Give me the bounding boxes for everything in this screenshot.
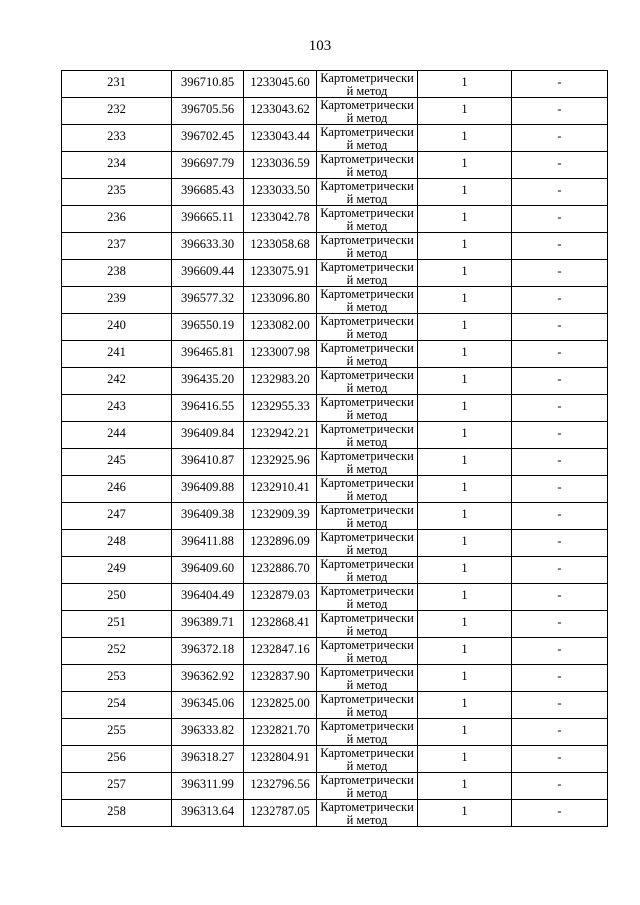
description-cell: - bbox=[512, 584, 608, 611]
error-cell: 1 bbox=[418, 152, 512, 179]
error-cell: 1 bbox=[418, 314, 512, 341]
table-row bbox=[62, 719, 608, 746]
point-number-cell: 249 bbox=[62, 557, 172, 584]
method-cell: Картометрический метод bbox=[317, 98, 418, 125]
table-row bbox=[62, 125, 608, 152]
point-number-cell: 248 bbox=[62, 530, 172, 557]
x-coordinate-cell: 396409.84 bbox=[172, 422, 244, 449]
error-cell: 1 bbox=[418, 179, 512, 206]
error-cell: 1 bbox=[418, 395, 512, 422]
table-row bbox=[62, 422, 608, 449]
point-number-cell: 236 bbox=[62, 206, 172, 233]
description-cell: - bbox=[512, 503, 608, 530]
method-cell: Картометрический метод bbox=[317, 341, 418, 368]
table-row bbox=[62, 611, 608, 638]
point-number-cell: 232 bbox=[62, 98, 172, 125]
point-number-cell: 251 bbox=[62, 611, 172, 638]
x-coordinate-cell: 396550.19 bbox=[172, 314, 244, 341]
description-cell: - bbox=[512, 179, 608, 206]
point-number-cell: 243 bbox=[62, 395, 172, 422]
table-row bbox=[62, 692, 608, 719]
coordinates-table bbox=[61, 70, 608, 827]
method-cell: Картометрический метод bbox=[317, 287, 418, 314]
description-cell: - bbox=[512, 422, 608, 449]
description-cell: - bbox=[512, 611, 608, 638]
y-coordinate-cell: 1232942.21 bbox=[244, 422, 317, 449]
error-cell: 1 bbox=[418, 530, 512, 557]
x-coordinate-cell: 396409.60 bbox=[172, 557, 244, 584]
table-row bbox=[62, 233, 608, 260]
y-coordinate-cell: 1233082.00 bbox=[244, 314, 317, 341]
method-cell: Картометрический метод bbox=[317, 746, 418, 773]
method-cell: Картометрический метод bbox=[317, 557, 418, 584]
method-cell: Картометрический метод bbox=[317, 314, 418, 341]
x-coordinate-cell: 396685.43 bbox=[172, 179, 244, 206]
description-cell: - bbox=[512, 800, 608, 827]
x-coordinate-cell: 396577.32 bbox=[172, 287, 244, 314]
method-cell: Картометрический метод bbox=[317, 719, 418, 746]
table-row bbox=[62, 179, 608, 206]
method-cell: Картометрический метод bbox=[317, 584, 418, 611]
description-cell: - bbox=[512, 665, 608, 692]
error-cell: 1 bbox=[418, 260, 512, 287]
description-cell: - bbox=[512, 530, 608, 557]
description-cell: - bbox=[512, 449, 608, 476]
y-coordinate-cell: 1233075.91 bbox=[244, 260, 317, 287]
method-cell: Картометрический метод bbox=[317, 692, 418, 719]
table-row bbox=[62, 287, 608, 314]
point-number-cell: 254 bbox=[62, 692, 172, 719]
y-coordinate-cell: 1232796.56 bbox=[244, 773, 317, 800]
point-number-cell: 234 bbox=[62, 152, 172, 179]
error-cell: 1 bbox=[418, 341, 512, 368]
error-cell: 1 bbox=[418, 98, 512, 125]
method-cell: Картометрический метод bbox=[317, 611, 418, 638]
description-cell: - bbox=[512, 125, 608, 152]
y-coordinate-cell: 1232896.09 bbox=[244, 530, 317, 557]
x-coordinate-cell: 396313.64 bbox=[172, 800, 244, 827]
y-coordinate-cell: 1233043.62 bbox=[244, 98, 317, 125]
error-cell: 1 bbox=[418, 584, 512, 611]
point-number-cell: 239 bbox=[62, 287, 172, 314]
x-coordinate-cell: 396410.87 bbox=[172, 449, 244, 476]
error-cell: 1 bbox=[418, 422, 512, 449]
coordinates-table-body bbox=[62, 71, 608, 827]
description-cell: - bbox=[512, 314, 608, 341]
table-row bbox=[62, 530, 608, 557]
x-coordinate-cell: 396318.27 bbox=[172, 746, 244, 773]
table-row bbox=[62, 314, 608, 341]
y-coordinate-cell: 1232983.20 bbox=[244, 368, 317, 395]
description-cell: - bbox=[512, 476, 608, 503]
description-cell: - bbox=[512, 692, 608, 719]
y-coordinate-cell: 1232925.96 bbox=[244, 449, 317, 476]
description-cell: - bbox=[512, 638, 608, 665]
table-row bbox=[62, 71, 608, 98]
y-coordinate-cell: 1232868.41 bbox=[244, 611, 317, 638]
y-coordinate-cell: 1232955.33 bbox=[244, 395, 317, 422]
point-number-cell: 238 bbox=[62, 260, 172, 287]
y-coordinate-cell: 1232879.03 bbox=[244, 584, 317, 611]
description-cell: - bbox=[512, 746, 608, 773]
y-coordinate-cell: 1232825.00 bbox=[244, 692, 317, 719]
description-cell: - bbox=[512, 98, 608, 125]
point-number-cell: 244 bbox=[62, 422, 172, 449]
point-number-cell: 252 bbox=[62, 638, 172, 665]
point-number-cell: 250 bbox=[62, 584, 172, 611]
x-coordinate-cell: 396411.88 bbox=[172, 530, 244, 557]
error-cell: 1 bbox=[418, 719, 512, 746]
x-coordinate-cell: 396409.38 bbox=[172, 503, 244, 530]
error-cell: 1 bbox=[418, 665, 512, 692]
table-row bbox=[62, 557, 608, 584]
description-cell: - bbox=[512, 341, 608, 368]
method-cell: Картометрический метод bbox=[317, 422, 418, 449]
y-coordinate-cell: 1232847.16 bbox=[244, 638, 317, 665]
description-cell: - bbox=[512, 71, 608, 98]
y-coordinate-cell: 1233042.78 bbox=[244, 206, 317, 233]
point-number-cell: 255 bbox=[62, 719, 172, 746]
point-number-cell: 237 bbox=[62, 233, 172, 260]
method-cell: Картометрический метод bbox=[317, 800, 418, 827]
y-coordinate-cell: 1233096.80 bbox=[244, 287, 317, 314]
method-cell: Картометрический метод bbox=[317, 368, 418, 395]
table-row bbox=[62, 800, 608, 827]
error-cell: 1 bbox=[418, 746, 512, 773]
table-row bbox=[62, 152, 608, 179]
x-coordinate-cell: 396697.79 bbox=[172, 152, 244, 179]
x-coordinate-cell: 396362.92 bbox=[172, 665, 244, 692]
x-coordinate-cell: 396409.88 bbox=[172, 476, 244, 503]
method-cell: Картометрический метод bbox=[317, 449, 418, 476]
point-number-cell: 257 bbox=[62, 773, 172, 800]
y-coordinate-cell: 1233058.68 bbox=[244, 233, 317, 260]
table-row bbox=[62, 206, 608, 233]
x-coordinate-cell: 396389.71 bbox=[172, 611, 244, 638]
table-row bbox=[62, 476, 608, 503]
description-cell: - bbox=[512, 773, 608, 800]
table-row bbox=[62, 395, 608, 422]
x-coordinate-cell: 396311.99 bbox=[172, 773, 244, 800]
y-coordinate-cell: 1233043.44 bbox=[244, 125, 317, 152]
error-cell: 1 bbox=[418, 125, 512, 152]
method-cell: Картометрический метод bbox=[317, 503, 418, 530]
description-cell: - bbox=[512, 719, 608, 746]
error-cell: 1 bbox=[418, 368, 512, 395]
x-coordinate-cell: 396702.45 bbox=[172, 125, 244, 152]
method-cell: Картометрический метод bbox=[317, 773, 418, 800]
y-coordinate-cell: 1233036.59 bbox=[244, 152, 317, 179]
table-row bbox=[62, 98, 608, 125]
method-cell: Картометрический метод bbox=[317, 476, 418, 503]
y-coordinate-cell: 1233033.50 bbox=[244, 179, 317, 206]
y-coordinate-cell: 1232910.41 bbox=[244, 476, 317, 503]
description-cell: - bbox=[512, 206, 608, 233]
method-cell: Картометрический метод bbox=[317, 71, 418, 98]
error-cell: 1 bbox=[418, 449, 512, 476]
description-cell: - bbox=[512, 233, 608, 260]
error-cell: 1 bbox=[418, 71, 512, 98]
table-row bbox=[62, 638, 608, 665]
method-cell: Картометрический метод bbox=[317, 638, 418, 665]
description-cell: - bbox=[512, 557, 608, 584]
y-coordinate-cell: 1232787.05 bbox=[244, 800, 317, 827]
error-cell: 1 bbox=[418, 638, 512, 665]
description-cell: - bbox=[512, 395, 608, 422]
y-coordinate-cell: 1232886.70 bbox=[244, 557, 317, 584]
x-coordinate-cell: 396665.11 bbox=[172, 206, 244, 233]
description-cell: - bbox=[512, 260, 608, 287]
point-number-cell: 246 bbox=[62, 476, 172, 503]
point-number-cell: 258 bbox=[62, 800, 172, 827]
y-coordinate-cell: 1233045.60 bbox=[244, 71, 317, 98]
error-cell: 1 bbox=[418, 773, 512, 800]
point-number-cell: 241 bbox=[62, 341, 172, 368]
method-cell: Картометрический метод bbox=[317, 395, 418, 422]
point-number-cell: 235 bbox=[62, 179, 172, 206]
point-number-cell: 240 bbox=[62, 314, 172, 341]
error-cell: 1 bbox=[418, 503, 512, 530]
x-coordinate-cell: 396404.49 bbox=[172, 584, 244, 611]
point-number-cell: 231 bbox=[62, 71, 172, 98]
y-coordinate-cell: 1232837.90 bbox=[244, 665, 317, 692]
table-row bbox=[62, 503, 608, 530]
y-coordinate-cell: 1232804.91 bbox=[244, 746, 317, 773]
table-row bbox=[62, 665, 608, 692]
method-cell: Картометрический метод bbox=[317, 179, 418, 206]
point-number-cell: 245 bbox=[62, 449, 172, 476]
error-cell: 1 bbox=[418, 557, 512, 584]
y-coordinate-cell: 1232909.39 bbox=[244, 503, 317, 530]
table-row bbox=[62, 341, 608, 368]
x-coordinate-cell: 396633.30 bbox=[172, 233, 244, 260]
x-coordinate-cell: 396372.18 bbox=[172, 638, 244, 665]
x-coordinate-cell: 396333.82 bbox=[172, 719, 244, 746]
point-number-cell: 247 bbox=[62, 503, 172, 530]
method-cell: Картометрический метод bbox=[317, 530, 418, 557]
x-coordinate-cell: 396710.85 bbox=[172, 71, 244, 98]
method-cell: Картометрический метод bbox=[317, 152, 418, 179]
error-cell: 1 bbox=[418, 233, 512, 260]
point-number-cell: 233 bbox=[62, 125, 172, 152]
y-coordinate-cell: 1232821.70 bbox=[244, 719, 317, 746]
table-row bbox=[62, 449, 608, 476]
error-cell: 1 bbox=[418, 287, 512, 314]
x-coordinate-cell: 396416.55 bbox=[172, 395, 244, 422]
table-row bbox=[62, 584, 608, 611]
error-cell: 1 bbox=[418, 611, 512, 638]
table-row bbox=[62, 773, 608, 800]
y-coordinate-cell: 1233007.98 bbox=[244, 341, 317, 368]
x-coordinate-cell: 396705.56 bbox=[172, 98, 244, 125]
method-cell: Картометрический метод bbox=[317, 125, 418, 152]
method-cell: Картометрический метод bbox=[317, 206, 418, 233]
method-cell: Картометрический метод bbox=[317, 665, 418, 692]
error-cell: 1 bbox=[418, 476, 512, 503]
description-cell: - bbox=[512, 152, 608, 179]
x-coordinate-cell: 396609.44 bbox=[172, 260, 244, 287]
table-row bbox=[62, 746, 608, 773]
error-cell: 1 bbox=[418, 800, 512, 827]
error-cell: 1 bbox=[418, 692, 512, 719]
error-cell: 1 bbox=[418, 206, 512, 233]
page-number: 103 bbox=[308, 38, 332, 54]
description-cell: - bbox=[512, 287, 608, 314]
point-number-cell: 256 bbox=[62, 746, 172, 773]
x-coordinate-cell: 396345.06 bbox=[172, 692, 244, 719]
x-coordinate-cell: 396435.20 bbox=[172, 368, 244, 395]
method-cell: Картометрический метод bbox=[317, 233, 418, 260]
x-coordinate-cell: 396465.81 bbox=[172, 341, 244, 368]
description-cell: - bbox=[512, 368, 608, 395]
table-row bbox=[62, 260, 608, 287]
point-number-cell: 242 bbox=[62, 368, 172, 395]
method-cell: Картометрический метод bbox=[317, 260, 418, 287]
table-row bbox=[62, 368, 608, 395]
point-number-cell: 253 bbox=[62, 665, 172, 692]
